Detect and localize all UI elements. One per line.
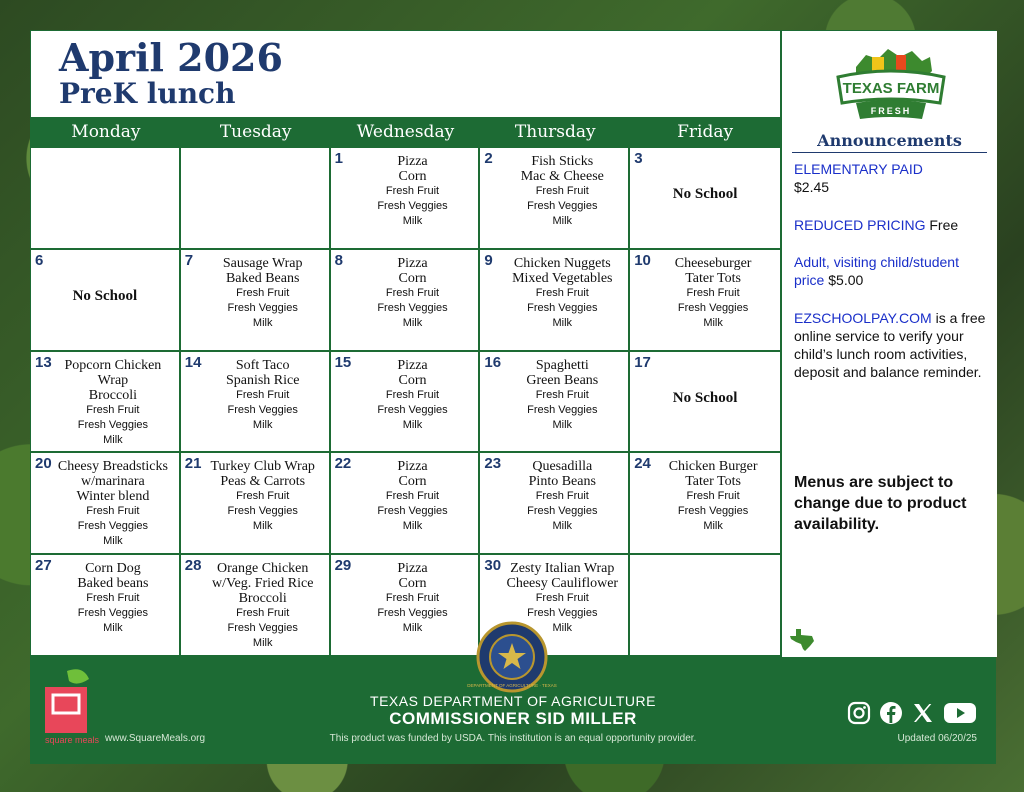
- instagram-icon[interactable]: [847, 701, 871, 730]
- seal-text: DEPARTMENT OF AGRICULTURE · TEXAS: [467, 683, 557, 688]
- side-item: Fresh Veggies: [677, 505, 749, 518]
- calendar-empty-cell: [181, 148, 331, 250]
- side-item: Fresh Veggies: [77, 607, 149, 620]
- side-item: Fresh Veggies: [77, 418, 149, 431]
- main-dish: Winter blend: [76, 489, 150, 505]
- side-item: Fresh Fruit: [535, 388, 589, 401]
- elementary-label: ELEMENTARY PAID: [794, 161, 923, 177]
- main-dish: Tater Tots: [685, 474, 741, 490]
- main-dish: Sausage Wrap: [222, 255, 303, 271]
- ezschoolpay-text: is a free online service to verify your child’s lunch room activities, deposit and balance reminder.: [794, 310, 986, 380]
- calendar-day-17: [630, 352, 780, 454]
- footer: [31, 657, 995, 763]
- facebook-icon[interactable]: [879, 701, 903, 730]
- main-dish: Green Beans: [526, 372, 599, 388]
- calendar-day-3: [630, 148, 780, 250]
- side-item: Fresh Fruit: [236, 388, 290, 401]
- menu-subtitle: PreK lunch: [59, 77, 236, 110]
- menu-items: [49, 561, 177, 636]
- menu-items: [498, 256, 626, 331]
- calendar-day-8: [331, 250, 481, 352]
- calendar-day-6: [31, 250, 181, 352]
- side-item: Fresh Fruit: [236, 490, 290, 503]
- no-school-label: No School: [672, 389, 738, 406]
- department-seal: [467, 621, 557, 693]
- side-item: Milk: [252, 316, 273, 329]
- day-number: 22: [334, 455, 352, 473]
- side-item: Fresh Veggies: [227, 505, 298, 518]
- main-dish: Corn: [398, 270, 427, 286]
- reduced-label: REDUCED PRICING: [794, 217, 926, 233]
- side-item: Milk: [552, 215, 573, 227]
- main-dish: Baked beans: [77, 576, 149, 592]
- calendar-day-14: [181, 352, 331, 454]
- main-dish: Broccoli: [238, 591, 287, 607]
- elementary-price: [794, 160, 989, 196]
- ezschoolpay-link[interactable]: EZSCHOOLPAY.COM: [794, 310, 932, 326]
- calendar-day-9: [480, 250, 630, 352]
- calendar-day-10: [630, 250, 780, 352]
- day-number: 29: [334, 557, 352, 575]
- announcements-panel: [780, 31, 997, 657]
- menu-items: [49, 459, 177, 549]
- side-item: Fresh Veggies: [77, 520, 149, 533]
- weekday-thursday: Thursday: [514, 122, 596, 142]
- main-dish: Peas & Carrots: [220, 474, 306, 490]
- side-item: Fresh Fruit: [236, 286, 290, 299]
- main-dish: Chicken Nuggets: [513, 255, 611, 271]
- calendar-grid: [31, 148, 780, 657]
- side-item: Fresh Fruit: [535, 286, 589, 299]
- main-dish: Pizza: [397, 459, 428, 475]
- main-dish: Popcorn Chicken: [64, 357, 162, 373]
- side-item: Fresh Fruit: [86, 403, 140, 416]
- side-item: Milk: [402, 418, 423, 431]
- side-item: Fresh Fruit: [385, 185, 440, 197]
- main-dish: Mac & Cheese: [520, 169, 604, 184]
- social-links: [847, 701, 977, 730]
- weekday-monday: Monday: [71, 122, 141, 142]
- department-name: TEXAS DEPARTMENT OF AGRICULTURE: [370, 693, 656, 709]
- calendar-day-21: [181, 453, 331, 555]
- main-dish: Zesty Italian Wrap: [510, 561, 615, 577]
- side-item: Fresh Fruit: [385, 592, 440, 605]
- side-item: Fresh Veggies: [377, 505, 448, 518]
- side-item: Fresh Fruit: [236, 607, 290, 620]
- main-dish: Pizza: [397, 561, 428, 577]
- main-dish: Corn: [398, 372, 427, 388]
- announcements-title: Announcements: [792, 131, 987, 153]
- side-item: Milk: [552, 622, 573, 635]
- funding-statement: This product was funded by USDA. This institution is an equal opportunity provider.: [329, 733, 697, 744]
- side-item: Fresh Veggies: [527, 200, 598, 212]
- side-item: Fresh Veggies: [527, 505, 598, 518]
- calendar-day-22: [331, 453, 481, 555]
- main-dish: Baked Beans: [225, 270, 300, 286]
- main-dish: Wrap: [97, 372, 129, 388]
- calendar-area: [31, 31, 780, 657]
- main-dish: Chicken Burger: [668, 459, 758, 475]
- side-item: Fresh Veggies: [227, 403, 298, 416]
- day-number: 2: [484, 150, 493, 167]
- calendar-day-28: [181, 555, 331, 657]
- side-item: Milk: [703, 316, 723, 329]
- menu-sheet: [30, 30, 996, 764]
- calendar-day-16: [480, 352, 630, 454]
- side-item: Fresh Fruit: [686, 490, 740, 503]
- texas-farm-fresh-logo: [826, 37, 956, 129]
- menu-items: [349, 561, 477, 636]
- calendar-day-27: [31, 555, 181, 657]
- side-item: Fresh Veggies: [227, 301, 298, 314]
- day-number: 6: [35, 251, 44, 269]
- side-item: Fresh Fruit: [535, 592, 589, 605]
- reduced-value: Free: [929, 217, 959, 233]
- day-number: 17: [634, 353, 651, 371]
- texas-state-icon: [788, 627, 816, 653]
- side-item: Fresh Fruit: [535, 490, 589, 503]
- adult-label: Adult, visiting child/student price: [794, 254, 959, 288]
- side-item: Fresh Veggies: [527, 403, 598, 416]
- side-item: Milk: [402, 520, 423, 533]
- menu-items: [498, 358, 626, 433]
- main-dish: Pinto Beans: [528, 474, 596, 490]
- day-number: 13: [35, 353, 52, 371]
- main-dish: w/marinara: [81, 474, 145, 490]
- main-dish: Cheeseburger: [674, 255, 752, 271]
- calendar-day-13: [31, 352, 181, 454]
- menu-items: [349, 154, 477, 229]
- side-item: Fresh Veggies: [377, 403, 448, 416]
- main-dish: Turkey Club Wrap: [210, 459, 315, 475]
- calendar-day-2: [480, 148, 630, 250]
- main-dish: Mixed Vegetables: [512, 270, 613, 286]
- menu-items: [199, 256, 327, 331]
- day-number: 10: [634, 251, 651, 269]
- calendar-day-29: [331, 555, 481, 657]
- side-item: Fresh Veggies: [377, 200, 448, 212]
- day-number: 7: [184, 251, 194, 269]
- main-dish: Soft Taco: [235, 357, 290, 373]
- no-school-label: No School: [672, 186, 738, 202]
- calendar-day-15: [331, 352, 481, 454]
- calendar-day-1: [331, 148, 481, 250]
- side-item: Fresh Veggies: [377, 607, 448, 620]
- day-number: 21: [184, 455, 202, 473]
- calendar-empty-cell: [31, 148, 181, 250]
- side-item: Fresh Veggies: [677, 301, 749, 314]
- main-dish: w/Veg. Fried Rice: [211, 576, 314, 592]
- main-dish: Orange Chicken: [217, 561, 309, 577]
- weekday-wednesday: Wednesday: [356, 122, 455, 142]
- day-number: 24: [634, 455, 651, 473]
- day-number: 23: [484, 455, 502, 473]
- day-number: 3: [634, 150, 643, 167]
- main-dish: Cheesy Cauliflower: [506, 576, 619, 592]
- day-number: 14: [184, 353, 202, 371]
- menu-items: [199, 459, 327, 534]
- main-dish: Spaghetti: [535, 357, 589, 373]
- side-item: Fresh Fruit: [86, 592, 140, 605]
- side-item: Milk: [252, 418, 273, 431]
- menu-items: [349, 256, 477, 331]
- side-item: Milk: [402, 622, 423, 635]
- side-item: Fresh Fruit: [385, 286, 440, 299]
- calendar-empty-cell: [630, 555, 780, 657]
- side-item: Milk: [103, 622, 123, 635]
- youtube-icon[interactable]: [943, 701, 977, 730]
- side-item: Fresh Veggies: [227, 622, 298, 635]
- calendar-day-7: [181, 250, 331, 352]
- menu-items: [199, 561, 327, 651]
- side-item: Milk: [252, 637, 273, 650]
- side-item: Milk: [552, 316, 573, 329]
- squaremeals-url[interactable]: www.SquareMeals.org: [105, 733, 206, 744]
- side-item: Milk: [402, 215, 423, 227]
- main-dish: Corn: [398, 576, 427, 592]
- side-item: Fresh Fruit: [385, 388, 440, 401]
- side-item: Fresh Fruit: [686, 286, 740, 299]
- commissioner-name: COMMISSIONER SID MILLER: [389, 709, 637, 728]
- menu-items: [648, 459, 778, 534]
- main-dish: Corn: [398, 169, 427, 184]
- main-dish: Fish Sticks: [531, 154, 594, 169]
- side-item: Fresh Veggies: [377, 301, 448, 314]
- adult-price: [794, 253, 989, 289]
- weekday-friday: Friday: [677, 122, 734, 142]
- menu-items: [199, 358, 327, 433]
- side-item: Milk: [703, 520, 723, 533]
- calendar-day-23: [480, 453, 630, 555]
- ezschoolpay-info: [794, 309, 989, 381]
- updated-date: Updated 06/20/25: [897, 733, 977, 744]
- side-item: Fresh Fruit: [385, 490, 440, 503]
- main-dish: Pizza: [397, 357, 428, 373]
- day-number: 30: [484, 557, 502, 575]
- menu-items: [648, 256, 778, 331]
- menu-items: [498, 154, 626, 229]
- day-number: 28: [184, 557, 202, 575]
- menu-items: [349, 459, 477, 534]
- side-item: Fresh Veggies: [527, 607, 598, 620]
- logo-text-bottom: FRESH: [870, 106, 912, 116]
- side-item: Milk: [552, 520, 573, 533]
- menu-items: [498, 459, 626, 534]
- menu-items: [49, 358, 177, 448]
- side-item: Milk: [552, 418, 573, 431]
- menu-notice: Menus are subject to change due to product availability.: [794, 474, 967, 533]
- side-item: Milk: [252, 520, 273, 533]
- calendar-day-20: [31, 453, 181, 555]
- main-dish: Pizza: [397, 255, 428, 271]
- side-item: Milk: [402, 316, 423, 329]
- month-title: April 2026: [59, 35, 283, 80]
- day-number: 16: [484, 353, 502, 371]
- elementary-price-value: $2.45: [794, 179, 830, 195]
- day-number: 15: [334, 353, 352, 371]
- menu-items: [349, 358, 477, 433]
- reduced-price: [794, 216, 989, 234]
- side-item: Milk: [103, 535, 123, 548]
- main-dish: Broccoli: [88, 387, 137, 403]
- day-number: 1: [334, 150, 343, 167]
- side-item: Fresh Fruit: [86, 505, 140, 518]
- day-number: 27: [35, 557, 52, 575]
- side-item: Fresh Veggies: [527, 301, 598, 314]
- main-dish: Corn: [398, 474, 427, 490]
- logo-text-top: TEXAS FARM: [842, 80, 940, 97]
- day-number: 8: [334, 251, 343, 269]
- day-number: 20: [35, 455, 52, 473]
- main-dish: Pizza: [397, 154, 428, 169]
- main-dish: Corn Dog: [85, 561, 141, 577]
- x-icon[interactable]: [911, 701, 935, 730]
- main-dish: Spanish Rice: [225, 372, 300, 388]
- day-number: 9: [484, 251, 493, 269]
- adult-price-value: $5.00: [828, 272, 864, 288]
- squaremeals-logo-text: square meals: [45, 735, 100, 745]
- weekday-header: [31, 117, 780, 148]
- side-item: Milk: [103, 433, 123, 446]
- main-dish: Quesadilla: [532, 459, 593, 475]
- calendar-day-24: [630, 453, 780, 555]
- no-school-label: No School: [72, 287, 138, 304]
- main-dish: Cheesy Breadsticks: [57, 459, 168, 475]
- weekday-tuesday: Tuesday: [219, 122, 292, 142]
- side-item: Fresh Fruit: [535, 185, 589, 197]
- main-dish: Tater Tots: [685, 270, 741, 286]
